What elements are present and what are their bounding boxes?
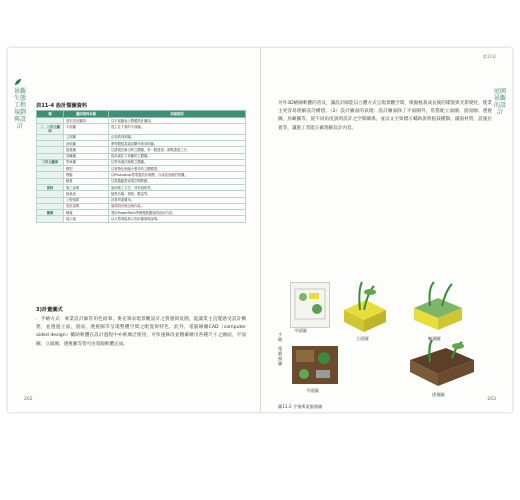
label-plan-top: 平面圖 [294,328,307,333]
table-header-row [37,111,246,118]
perspective-render [406,340,478,390]
row-name: 剖面圖 [64,141,109,147]
row-desc: 正面看到的圖。 [109,134,246,140]
row-name: 模擬 [64,172,109,178]
right-header: 第11章 [482,54,496,59]
label-plan: 平面圖 [306,388,319,393]
row-name: 施工說明 [64,185,109,191]
table-row [37,124,246,134]
side-tag-electric: 電腦繪圖 [278,346,283,366]
header-name: 圖面資料名稱 [64,111,109,118]
row-desc: 以電腦動畫表現空間移動。 [109,178,246,184]
leaf-icon [14,78,22,86]
row-name: 基本設計圖面 [64,118,109,124]
row-desc: 利用PowerPoint等簡報軟體說明設計內容。 [109,210,246,216]
row-desc: 以Photoshop等電腦設計軟體，合成改造後的景觀。 [109,172,246,178]
row-group [37,216,64,222]
row-name: 立面圖 [64,134,109,140]
row-name: 展示板 [64,216,109,222]
label-axon: 軸測圖 [428,336,441,341]
row-desc: 以實物比例縮小製作的立體模型。 [109,166,246,172]
right-page-number: 203 [487,397,496,402]
row-desc: 說明設計理念與內容。 [109,203,246,209]
book-spread [8,48,512,412]
row-desc: 說明施工方法、材料規格等。 [109,185,246,191]
plan-render [290,344,342,388]
row-name: 平面圖 [64,124,109,134]
row-group: 資料 [37,185,64,191]
row-name: 設計說明 [64,203,109,209]
row-name: 等角圖 [64,159,109,165]
row-desc: 以等角畫法繪製立體圖。 [109,159,246,165]
side-tag-hand: 手繪 [278,332,283,342]
row-desc: 計算所需費用。 [109,197,246,203]
row-name: 動畫 [64,178,109,184]
label-elevation: 立面圖 [356,336,369,341]
row-desc: 從上往下看的平面圖。 [109,124,246,134]
row-group: 三次元圖面 [37,159,64,165]
row-name: 模型 [64,166,109,172]
left-page-number: 202 [24,397,33,402]
header-desc: 詳細說明 [109,111,246,118]
spec-table [36,110,246,223]
table-title: 表11-4 設計類圖資料 [36,103,88,109]
plan-sketch [290,282,330,328]
figure-caption: 圖11-2 手繪與電腦繪圖 [278,404,323,409]
left-paragraph: ．手繪方式：專業設計師常用色鉛筆、麥克筆表現景觀設計之質感與氛圍，能讓業主直覺感受設計構想，並透過立面、剖面、透視圖等呈現整體空間之配置與特色。此外，電腦繪圖CAD（computer aided design）輔助軟體在設計過程中亦被廣泛使用，可快速修改並精確繪出各種尺寸之圖面，平面圖、立面圖、透視圖等皆可由電腦軟體完成。 [36,317,246,347]
left-side-title: 景觀生態工程規劃與設計 [14,88,27,130]
header-category: 類 [37,111,64,118]
row-name: 鳥瞰圖 [64,153,109,159]
gutter [260,48,261,412]
row-desc: 以平面圖表示整體設計圖面。 [109,118,246,124]
row-desc: 從高處往下鳥瞰的立體圖。 [109,153,246,159]
row-name: 透視圖 [64,147,109,153]
row-name: 簡報 [64,210,109,216]
elevation-cube [340,280,390,334]
label-perspective: 透視圖 [432,392,445,397]
section-heading: 3)計畫圖式 [36,307,63,313]
row-group: 二、三次元圖面 [37,124,64,134]
table-row [37,216,246,222]
row-desc: 以大型看板展示設計圖面與說明。 [109,216,246,222]
figure-11-2 [278,280,492,400]
row-name: 植栽表 [64,191,109,197]
right-paragraph: 另外3D繪圖軟體的普及，讓設計師能以立體方式呈現景觀空間，模擬植栽成長後的樣貌與光影變化，使業主更容易理解設計構想。（2）設計圖面的表現：設計圖面除了平面圖外，常搭配立面圖、剖面圖、透視圖、鳥瞰圖等，從不同角度說明設計之空間關係，並以文字與標示輔助說明植栽種類、鋪面材質、設施位置等，讓施工者能正確理解設計內容。 [278,101,492,131]
row-name: 工程預算 [64,197,109,203]
row-desc: 將物體從某處切斷所看到的圖。 [109,141,246,147]
axon-cube [408,280,468,334]
row-desc: 以透視法繪出的立體圖，有一點透視、兩點透視之分。 [109,147,246,153]
row-group: 簡報 [37,210,64,216]
row-desc: 植物名稱、規格、數量等。 [109,191,246,197]
right-side-title: 庭園景觀的設計 [494,88,507,116]
